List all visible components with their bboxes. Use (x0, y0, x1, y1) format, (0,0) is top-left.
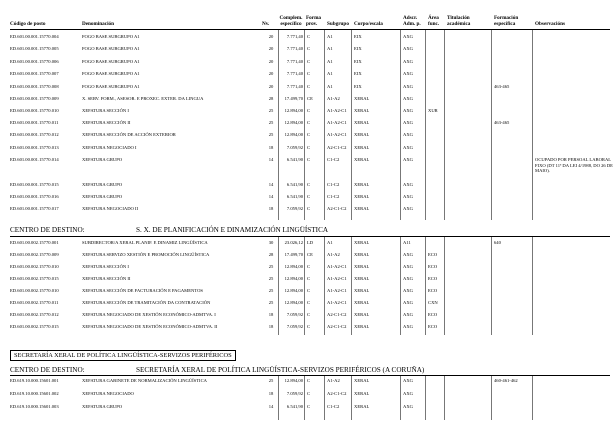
cell-subgrupo: A1 (327, 59, 333, 64)
cell-corpo: EIX (354, 34, 362, 39)
cell-subgrupo: A1-A2 (327, 252, 340, 257)
cell-nivel: 20 (268, 46, 274, 51)
cell-subgrupo: A1-A2-C1 (327, 288, 347, 293)
cell-complemento: 6.541,90 (286, 157, 303, 162)
cell-forma: C (307, 120, 311, 125)
cell-corpo: XERAL (354, 300, 370, 305)
table-row (0, 132, 615, 140)
header-area-2: func. (428, 21, 440, 27)
header-corpo: Corpo/escala (354, 21, 383, 27)
cell-forma: C (307, 157, 311, 162)
cell-denominacion: XEFATURA NEGOCIADO DE XESTIÓN ECONÓMICO-ADMTVA. II (82, 324, 218, 329)
cell-forma: C (307, 288, 311, 293)
cell-codigo: ED.619.10.000.15601.003 (10, 404, 59, 409)
section-rule (10, 236, 610, 237)
cell-nivel: 14 (268, 182, 274, 187)
cell-nivel: 25 (268, 108, 274, 113)
header-rule (10, 29, 610, 30)
cell-nivel: 30 (268, 240, 274, 245)
header-complemento-2: específico (280, 21, 302, 27)
cell-subgrupo: A1 (327, 71, 333, 76)
cell-forma: CE (307, 96, 313, 101)
cell-nivel: 14 (268, 194, 274, 199)
cell-forma: C (307, 378, 311, 383)
cell-nivel: 14 (268, 404, 274, 409)
cell-subgrupo: A1-A2-C1 (327, 276, 347, 281)
cell-denominacion: XEFATURA NEGOCIADO I (82, 145, 137, 150)
header-forma-2: prov. (306, 21, 318, 27)
cell-adscricion: A11 (403, 240, 411, 245)
table-row (0, 182, 615, 190)
cell-denominacion: XEFATURA SECCIÓN I (82, 264, 129, 269)
cell-complemento: 7.059,92 (286, 324, 303, 329)
cell-nivel: 28 (268, 252, 274, 257)
cell-codigo: ED.601.00.002.15770.012 (10, 312, 59, 317)
cell-adscricion: AXG (403, 120, 413, 125)
cell-subgrupo: A1-A2-C1 (327, 264, 347, 269)
cell-adscricion: AXG (403, 59, 413, 64)
cell-area: XUR (428, 108, 438, 113)
cell-complemento: 7.059,92 (286, 391, 303, 396)
cell-subgrupo: A1-A2-C1 (327, 120, 347, 125)
cell-subgrupo: A1-A2-C1 (327, 132, 347, 137)
table-row (0, 288, 615, 296)
cell-denominacion: XEFATURA NEGOCIADO DE XESTIÓN ECONÓMICO-ADMTVA. I (82, 312, 216, 317)
cell-nivel: 20 (268, 84, 274, 89)
cell-adscricion: AXG (403, 108, 413, 113)
cell-codigo: ED.601.00.001.15770.008 (10, 84, 59, 89)
cell-subgrupo: A1 (327, 84, 333, 89)
cell-denominacion: XEFATURA NEGOCIADO II (82, 206, 139, 211)
cell-subgrupo: C1-C2 (327, 404, 340, 409)
header-titulacion-1: Titulación (447, 15, 470, 21)
header-formacion-2: específica (494, 21, 516, 27)
section-heading-box: SECRETARÍA XERAL DE POLÍTICA LINGÜÍSTICA-SERVIZOS PERIFÉRICOS (10, 350, 236, 361)
cell-subgrupo: C1-C2 (327, 194, 340, 199)
cell-corpo: XERAL (354, 96, 370, 101)
cell-corpo: EIX (354, 46, 362, 51)
cell-corpo: XERAL (354, 108, 370, 113)
cell-adscricion: AXG (403, 84, 413, 89)
cell-corpo: XERAL (354, 182, 370, 187)
table-row (0, 46, 615, 54)
cell-corpo: XERAL (354, 194, 370, 199)
header-codigo: Código de posto (10, 21, 46, 27)
table-row (0, 378, 615, 386)
cell-forma: C (307, 182, 311, 187)
cell-forma: CE (307, 252, 313, 257)
header-formacion-1: Formación (494, 15, 519, 21)
cell-subgrupo: A1-A2 (327, 96, 340, 101)
header-complemento-1: Complem. (279, 15, 303, 21)
cell-observacions: OCUPADO POR PERSOAL LABORAL FIXO (DT 11ª DA LEI 4/1988, DO 26 DE MAIO). (535, 157, 613, 174)
cell-formacion: 460-461-462 (494, 378, 518, 383)
cell-subgrupo: A2-C1-C2 (327, 391, 347, 396)
cell-adscricion: AXG (403, 206, 413, 211)
cell-adscricion: AXG (403, 378, 413, 383)
cell-complemento: 7.059,92 (286, 145, 303, 150)
cell-adscricion: AXG (403, 145, 413, 150)
cell-codigo: ED.619.10.000.15601.001 (10, 378, 59, 383)
table-row (0, 264, 615, 272)
cell-forma: C (307, 132, 311, 137)
cell-nivel: 18 (268, 312, 274, 317)
cell-corpo: XERAL (354, 324, 370, 329)
cell-codigo: ED.601.00.002.15770.015 (10, 276, 59, 281)
cell-codigo: ED.601.00.001.15770.007 (10, 71, 59, 76)
cell-subgrupo: A2-C1-C2 (327, 206, 347, 211)
cell-codigo: ED.601.00.001.15770.017 (10, 206, 59, 211)
cell-nivel: 25 (268, 120, 274, 125)
header-adscricion-1: Adscr. (403, 15, 418, 21)
cell-denominacion: XEFATURA GRUPO (82, 194, 123, 199)
table-row (0, 84, 615, 92)
cell-complemento: 17.499,70 (284, 252, 303, 257)
cell-nivel: 25 (268, 276, 274, 281)
cell-nivel: 18 (268, 324, 274, 329)
cell-corpo: XERAL (354, 157, 370, 162)
cell-denominacion: FOGO BASE SUBGRUPO A1 (82, 71, 140, 76)
cell-complemento: 12.894,00 (284, 288, 303, 293)
centro-label: CENTRO DE DESTINO: (10, 366, 85, 374)
cell-denominacion: XEFATURA GRUPO (82, 404, 123, 409)
cell-corpo: XERAL (354, 312, 370, 317)
cell-adscricion: AXG (403, 157, 413, 162)
centro-value: SECRETARÍA XERAL DE POLÍTICA LINGÜÍSTICA-SERVIZOS PERIFÉRICOS (A CORUÑA) (136, 366, 425, 374)
cell-denominacion: XEFATURA SECCIÓN II (82, 276, 131, 281)
cell-codigo: ED.601.00.002.15770.015 (10, 324, 59, 329)
cell-nivel: 14 (268, 157, 274, 162)
cell-area: ECO (428, 252, 438, 257)
table-row (0, 252, 615, 260)
cell-formacion: 463-465 (494, 120, 510, 125)
cell-corpo: XERAL (354, 288, 370, 293)
cell-codigo: ED.601.00.001.15770.012 (10, 132, 59, 137)
table-row (0, 34, 615, 42)
table-row (0, 108, 615, 116)
cell-forma: C (307, 108, 311, 113)
cell-forma: C (307, 264, 311, 269)
cell-adscricion: AXG (403, 96, 413, 101)
cell-forma: C (307, 145, 311, 150)
cell-corpo: XERAL (354, 264, 370, 269)
header-denominacion: Denominación (82, 21, 114, 27)
cell-forma: C (307, 59, 311, 64)
header-observacions: Observacións (535, 21, 565, 27)
cell-subgrupo: A2-C1-C2 (327, 324, 347, 329)
cell-denominacion: XEFATURA SECCIÓN DE FACTURACIÓN E PAGAMENTOS (82, 288, 203, 293)
cell-formacion: 463-465 (494, 84, 510, 89)
header-adscricion-2: Adm. p. (403, 21, 421, 27)
cell-formacion: 640 (494, 240, 501, 245)
cell-codigo: ED.601.00.002.15770.010 (10, 264, 59, 269)
cell-nivel: 25 (268, 288, 274, 293)
cell-complemento: 6.541,90 (286, 194, 303, 199)
cell-adscricion: AXG (403, 132, 413, 137)
centro-value: S. X. DE PLANIFICACIÓN E DINAMIZACIÓN LINGÜÍSTICA (136, 226, 329, 234)
header-subgrupo: Subgrupo (327, 21, 349, 27)
cell-adscricion: AXG (403, 404, 413, 409)
cell-denominacion: XEFATURA GRUPO (82, 182, 123, 187)
table-row (0, 324, 615, 332)
cell-forma: C (307, 312, 311, 317)
cell-corpo: XERAL (354, 276, 370, 281)
cell-codigo: ED.601.00.001.15770.004 (10, 34, 59, 39)
cell-nivel: 25 (268, 378, 274, 383)
cell-area: CXN (428, 300, 438, 305)
cell-forma: C (307, 84, 311, 89)
cell-corpo: XERAL (354, 120, 370, 125)
cell-forma: C (307, 391, 311, 396)
table-row (0, 312, 615, 320)
cell-complemento: 12.894,00 (284, 378, 303, 383)
cell-corpo: XERAL (354, 132, 370, 137)
cell-denominacion: XEFATURA SECCIÓN DE TRAMITACIÓN DA CONTRATACIÓN (82, 300, 211, 305)
table-row (0, 145, 615, 153)
cell-complemento: 7.771,40 (286, 71, 303, 76)
table-row (0, 120, 615, 128)
cell-forma: C (307, 206, 311, 211)
cell-nivel: 20 (268, 59, 274, 64)
cell-complemento: 12.894,00 (284, 132, 303, 137)
cell-complemento: 6.541,90 (286, 404, 303, 409)
cell-forma: C (307, 276, 311, 281)
header-forma-1: Forma (306, 15, 321, 21)
cell-adscricion: AXG (403, 34, 413, 39)
cell-subgrupo: A2-C1-C2 (327, 312, 347, 317)
cell-complemento: 12.894,00 (284, 276, 303, 281)
cell-forma: C (307, 324, 311, 329)
cell-nivel: 18 (268, 391, 274, 396)
cell-subgrupo: A2-C1-C2 (327, 145, 347, 150)
cell-denominacion: XEFATURA SECCIÓN DE ACCIÓN EXTERIOR (82, 132, 176, 137)
cell-subgrupo: A1-A2 (327, 378, 340, 383)
cell-adscricion: AXG (403, 194, 413, 199)
cell-codigo: ED.601.00.001.15770.014 (10, 157, 59, 162)
cell-subgrupo: A1 (327, 240, 333, 245)
cell-denominacion: XEFATURA GRUPO (82, 157, 123, 162)
cell-corpo: XERAL (354, 206, 370, 211)
cell-adscricion: AXG (403, 288, 413, 293)
table-row (0, 71, 615, 79)
cell-denominacion: FOGO BASE SUBGRUPO A1 (82, 59, 140, 64)
cell-nivel: 20 (268, 34, 274, 39)
cell-denominacion: XEFATURA GABINETE DE NORMALIZACIÓN LINGÜÍSTICA (82, 378, 207, 383)
cell-subgrupo: A1 (327, 46, 333, 51)
cell-nivel: 18 (268, 145, 274, 150)
cell-codigo: ED.601.00.002.15770.011 (10, 300, 59, 305)
cell-complemento: 12.894,00 (284, 108, 303, 113)
cell-area: ECO (428, 276, 438, 281)
cell-codigo: ED.601.00.002.15770.010 (10, 288, 59, 293)
cell-subgrupo: C1-C2 (327, 182, 340, 187)
cell-corpo: XERAL (354, 404, 370, 409)
cell-codigo: ED.601.00.001.15770.016 (10, 194, 59, 199)
cell-codigo: ED.601.00.001.15770.011 (10, 120, 59, 125)
cell-corpo: XERAL (354, 145, 370, 150)
cell-complemento: 7.771,40 (286, 34, 303, 39)
cell-forma: C (307, 34, 311, 39)
cell-adscricion: AXG (403, 264, 413, 269)
cell-subgrupo: A1 (327, 34, 333, 39)
cell-codigo: ED.619.10.000.15601.002 (10, 391, 59, 396)
cell-adscricion: AXG (403, 276, 413, 281)
cell-codigo: ED.601.00.001.15770.005 (10, 46, 59, 51)
cell-nivel: 25 (268, 264, 274, 269)
centro-label: CENTRO DE DESTINO: (10, 226, 85, 234)
cell-nivel: 28 (268, 96, 274, 101)
cell-corpo: XERAL (354, 252, 370, 257)
cell-corpo: XERAL (354, 391, 370, 396)
cell-complemento: 7.771,40 (286, 59, 303, 64)
cell-corpo: EIX (354, 59, 362, 64)
cell-forma: C (307, 46, 311, 51)
cell-denominacion: XEFATURA SECCIÓN I (82, 108, 129, 113)
cell-denominacion: XEFATURA NEGOCIADO (82, 391, 134, 396)
centro-destino-2 (0, 226, 615, 235)
cell-complemento: 17.499,70 (284, 96, 303, 101)
cell-area: ECO (428, 264, 438, 269)
cell-nivel: 20 (268, 71, 274, 76)
centro-destino-3 (0, 366, 615, 375)
cell-codigo: ED.601.00.001.15770.006 (10, 59, 59, 64)
cell-codigo: ED.601.00.002.15770.001 (10, 240, 59, 245)
cell-adscricion: AXG (403, 324, 413, 329)
cell-adscricion: AXG (403, 71, 413, 76)
cell-adscricion: AXG (403, 300, 413, 305)
cell-forma: C (307, 300, 311, 305)
cell-nivel: 25 (268, 132, 274, 137)
cell-complemento: 7.771,40 (286, 46, 303, 51)
cell-complemento: 23.026,12 (284, 240, 303, 245)
table-row (0, 240, 615, 248)
cell-forma: C (307, 194, 311, 199)
cell-area: ECO (428, 312, 438, 317)
cell-denominacion: X. SERV. FORM., ASESOR. E PROXEC. EXTER. DA LINGUA (82, 96, 204, 101)
cell-subgrupo: A1-A2-C1 (327, 108, 347, 113)
cell-area: ECO (428, 324, 438, 329)
cell-complemento: 6.541,90 (286, 182, 303, 187)
cell-codigo: ED.601.00.001.15770.009 (10, 96, 59, 101)
header-titulacion-2: académica (447, 21, 471, 27)
cell-complemento: 7.771,40 (286, 84, 303, 89)
header-area-1: Área (428, 15, 439, 21)
cell-denominacion: FOGO BASE SUBGRUPO A1 (82, 34, 140, 39)
cell-subgrupo: C1-C2 (327, 157, 340, 162)
cell-codigo: ED.601.00.001.15770.010 (10, 108, 59, 113)
cell-corpo: XERAL (354, 240, 370, 245)
cell-codigo: ED.601.00.001.15770.015 (10, 182, 59, 187)
cell-forma: C (307, 404, 311, 409)
table-row (0, 404, 615, 412)
table-row (0, 276, 615, 284)
cell-denominacion: XEFATURA SECCIÓN II (82, 120, 131, 125)
table-row (0, 206, 615, 214)
cell-forma: C (307, 71, 311, 76)
cell-corpo: XERAL (354, 378, 370, 383)
cell-complemento: 12.894,00 (284, 300, 303, 305)
cell-corpo: EIX (354, 71, 362, 76)
header-nivel: Nv. (262, 21, 270, 27)
cell-adscricion: AXG (403, 182, 413, 187)
cell-nivel: 18 (268, 206, 274, 211)
cell-denominacion: FOGO BASE SUBGRUPO A1 (82, 84, 140, 89)
cell-denominacion: SUBDIRECTOR/A XERAL PLANIF. E DINAMIZ LINGÜÍSTICA (82, 240, 208, 245)
cell-complemento: 7.059,92 (286, 206, 303, 211)
cell-codigo: ED.601.00.002.15770.009 (10, 252, 59, 257)
cell-complemento: 7.059,92 (286, 312, 303, 317)
table-row (0, 194, 615, 202)
table-row (0, 300, 615, 308)
cell-corpo: EIX (354, 84, 362, 89)
cell-codigo: ED.601.00.001.15770.013 (10, 145, 59, 150)
table-row (0, 391, 615, 399)
cell-adscricion: AXG (403, 312, 413, 317)
cell-nivel: 25 (268, 300, 274, 305)
cell-adscricion: AXG (403, 391, 413, 396)
cell-adscricion: AXG (403, 46, 413, 51)
cell-complemento: 12.894,00 (284, 264, 303, 269)
table-row (0, 96, 615, 104)
cell-denominacion: XEFATURA SERVIZO XESTIÓN E PROMOCIÓN LINGÜÍSTICA (82, 252, 210, 257)
section-rule (10, 375, 610, 376)
cell-area: ECO (428, 288, 438, 293)
table-row (0, 157, 615, 174)
cell-adscricion: AXG (403, 252, 413, 257)
cell-forma: LD (307, 240, 314, 245)
cell-subgrupo: A1-A2-C1 (327, 300, 347, 305)
cell-denominacion: FOGO BASE SUBGRUPO A1 (82, 46, 140, 51)
cell-complemento: 12.894,00 (284, 120, 303, 125)
table-row (0, 59, 615, 67)
